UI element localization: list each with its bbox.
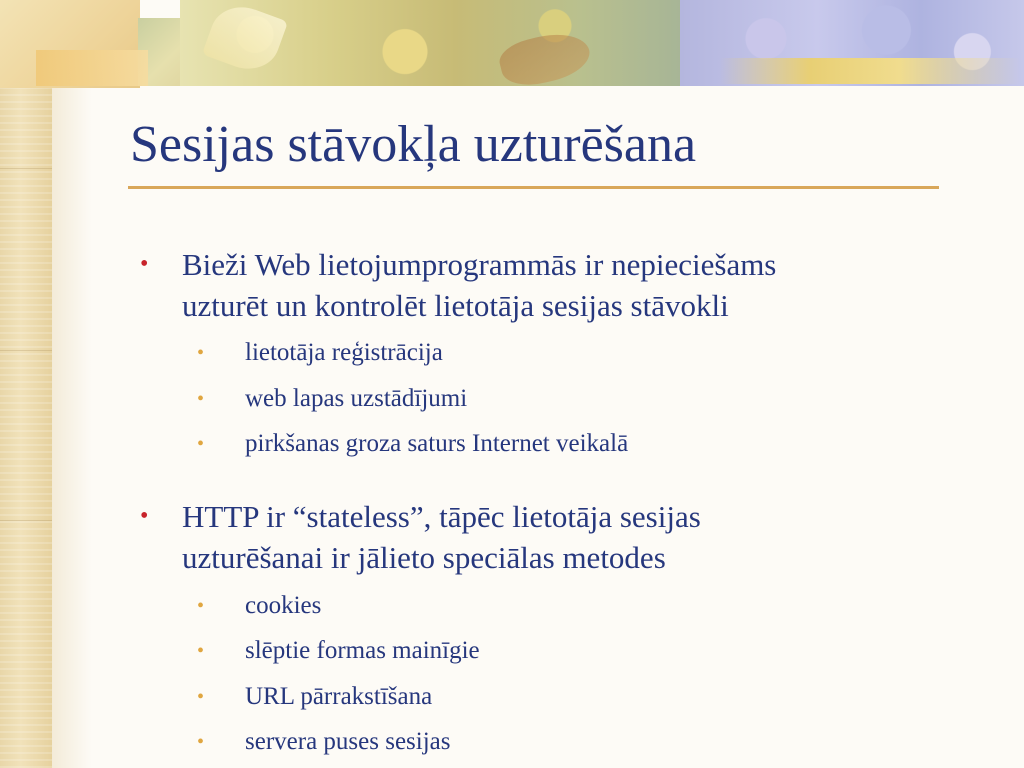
sub-bullet-text: web lapas uzstādījumi <box>245 385 468 412</box>
sub-bullet-marker: • <box>197 686 205 708</box>
slide-title: Sesijas stāvokļa uzturēšana <box>130 116 697 173</box>
sub-bullet-text: lietotāja reģistrācija <box>245 339 443 366</box>
sub-bullet-marker: • <box>197 388 205 410</box>
sub-bullet-marker: • <box>197 433 205 455</box>
sub-bullet-marker: • <box>197 595 205 617</box>
sub-bullet-marker: • <box>197 731 205 753</box>
sub-bullet-text: servera puses sesijas <box>245 728 451 755</box>
sub-bullet-marker: • <box>197 342 205 364</box>
bullet-text-line: uzturēšanai ir jālieto speciālas metodes <box>182 540 666 575</box>
bullet-text <box>182 496 962 578</box>
sub-bullet-text: URL pārrakstīšana <box>245 683 433 710</box>
sub-bullet-text: pirkšanas groza saturs Internet veikalā <box>245 430 629 457</box>
bullet-text <box>182 244 962 326</box>
bullet-text-line: Bieži Web lietojumprogrammās ir nepieciešams <box>182 247 777 282</box>
bullet-text-line: HTTP ir “stateless”, tāpēc lietotāja sesijas <box>182 499 701 534</box>
sub-bullet-text: slēptie formas mainīgie <box>245 637 480 664</box>
sub-bullet-marker: • <box>197 640 205 662</box>
sub-bullet-text: cookies <box>245 592 322 619</box>
bullet-text-line: uzturēt un kontrolēt lietotāja sesijas stāvokli <box>182 288 729 323</box>
bullet-marker: • <box>140 251 149 277</box>
bullet-marker: • <box>140 503 149 529</box>
